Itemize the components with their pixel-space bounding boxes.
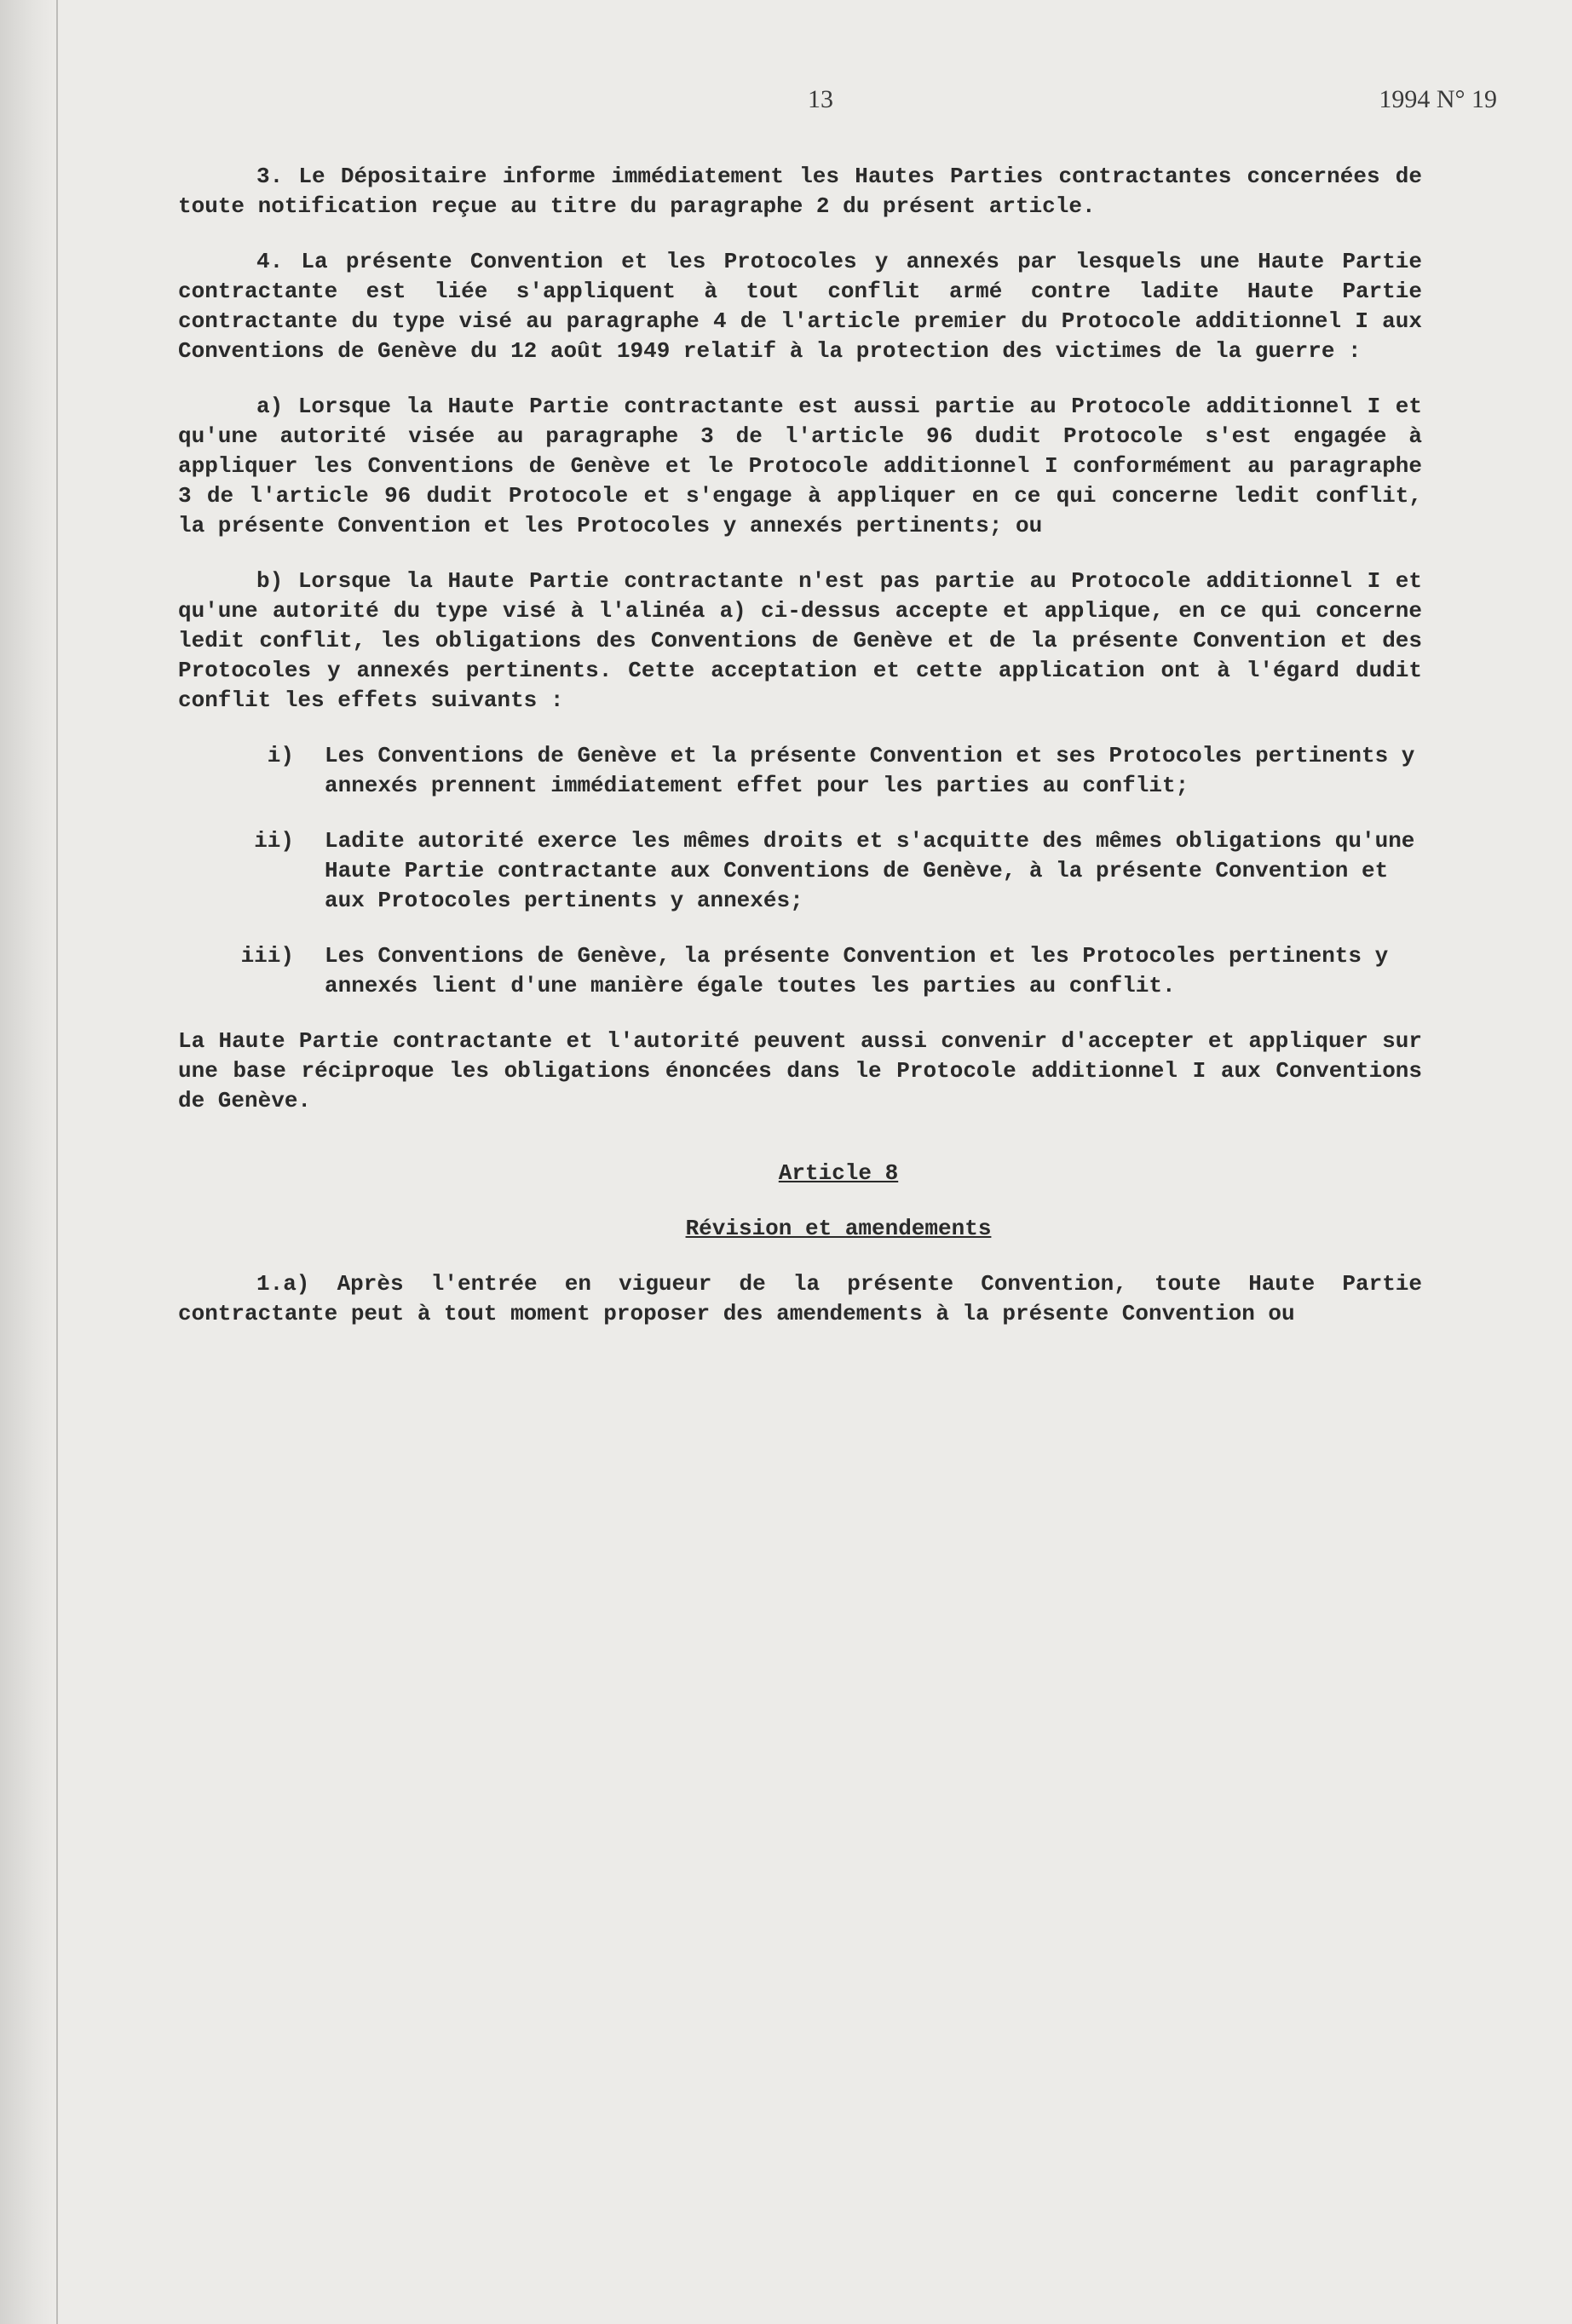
list-item-ii (178, 826, 1422, 916)
subparagraph-a: a) Lorsque la Haute Partie contractante est aussi partie au Protocole additionnel I et qu'une autorité visée au paragraphe 3 de l'article 96 dudit Protocole s'est engagée à appliquer les Conventions de Genève et le Protocole additionnel I conformément au paragraphe 3 de l'article 96 dudit Protocole et s'engage à appliquer en ce qui concerne ledit conflit, la présente Convention et les Protocoles y annexés pertinents; ou (178, 394, 1422, 538)
paragraph-4: 4. La présente Convention et les Protocoles y annexés par lesquels une Haute Partie contractante est liée s'appliquent à tout conflit armé contre ladite Haute Partie contractante du type visé au paragraphe 4 de l'article premier du Protocole additionnel I aux Conventions de Genève du 12 août 1949 relatif à la protection des victimes de la guerre : (178, 249, 1422, 364)
page-number: 13 (808, 85, 833, 113)
document-reference: 1994 N° 19 (1379, 85, 1497, 113)
list-item-text: Les Conventions de Genève et la présente Convention et ses Protocoles pertinents y annexés prennent immédiatement effet pour les parties au conflit; (325, 743, 1415, 798)
page-header (0, 85, 1572, 128)
subparagraph-b: b) Lorsque la Haute Partie contractante n'est pas partie au Protocole additionnel I et qu'une autorité du type visé à l'alinéa a) ci-dessus accepte et applique, en ce qui concerne ledit conflit, les obligations des Conventions de Genève et de la présente Convention et des Protocoles y annexés pertinents. Cette acceptation et cette application ont à l'égard dudit conflit les effets suivants : (178, 568, 1422, 713)
document-body (178, 162, 1422, 1355)
list-item-number: ii) (254, 828, 294, 854)
list-item-iii (178, 941, 1422, 1001)
article-paragraph-1a: 1.a) Après l'entrée en vigueur de la présente Convention, toute Haute Partie contractante peut à tout moment proposer des amendements à la présente Convention ou (178, 1271, 1422, 1326)
list-item-i (178, 741, 1422, 801)
closing-paragraph: La Haute Partie contractante et l'autorité peuvent aussi convenir d'accepter et appliquer sur une base réciproque les obligations énoncées dans le Protocole additionnel I aux Conventions de Genève. (178, 1028, 1422, 1113)
paragraph-3: 3. Le Dépositaire informe immédiatement les Hautes Parties contractantes concernées de toute notification reçue au titre du paragraphe 2 du présent article. (178, 164, 1422, 219)
list-item-text: Ladite autorité exerce les mêmes droits et s'acquitte des mêmes obligations qu'une Haute Partie contractante aux Conventions de Genève, à la présente Convention et aux Protocoles pertinents y annexés; (325, 828, 1415, 913)
list-item-number: iii) (240, 943, 294, 969)
list-item-text: Les Conventions de Genève, la présente Convention et les Protocoles pertinents y annexés lient d'une manière égale toutes les parties au conflit. (325, 943, 1389, 998)
article-title: Article 8 (778, 1160, 899, 1186)
article-subtitle: Révision et amendements (685, 1216, 992, 1241)
list-item-number: i) (267, 743, 294, 768)
